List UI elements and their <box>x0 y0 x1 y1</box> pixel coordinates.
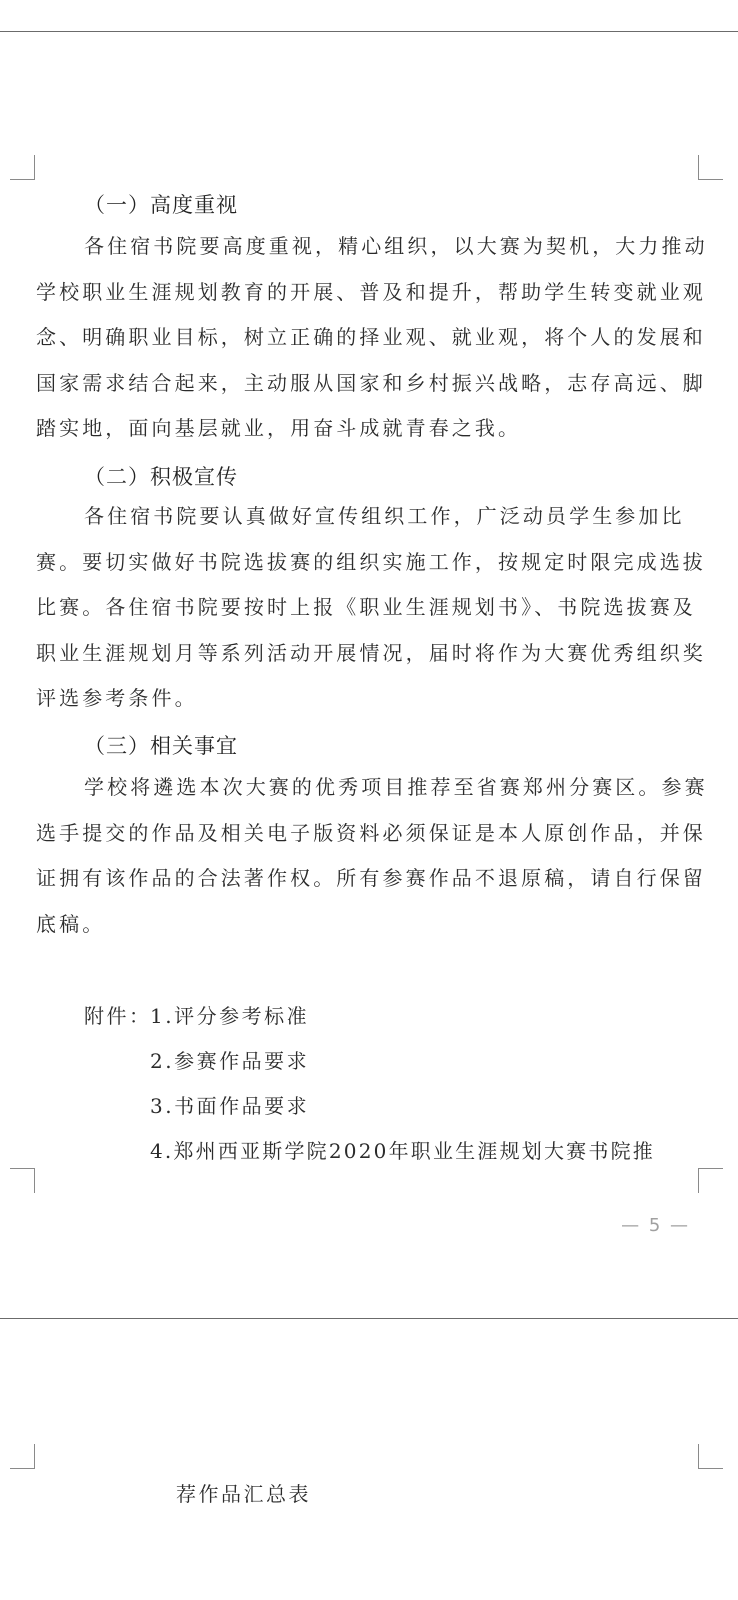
crop-mark-top-right <box>698 155 723 180</box>
section-2-heading: （二）积极宣传 <box>84 465 238 489</box>
page-top-rule <box>0 31 738 32</box>
section-2-paragraph: 各住宿书院要认真做好宣传组织工作，广泛动员学生参加比赛。要切实做好书院选拔赛的组织实施工作，按规定时限完成选拔比赛。各住宿书院要按时上报《职业生涯规划书》、书院选拔赛及职业生涯规划月等系列活动开展情况，届时将作为大赛优秀组织奖评选参考条件。 <box>36 504 706 710</box>
attachments-label: 附件： <box>84 1004 152 1028</box>
page-separator-rule <box>0 1318 738 1319</box>
crop-mark-next-page-top-left <box>10 1444 35 1469</box>
section-1-paragraph: 各住宿书院要高度重视，精心组织，以大赛为契机，大力推动学校职业生涯规划教育的开展、普及和提升，帮助学生转变就业观念、明确职业目标，树立正确的择业观、就业观，将个人的发展和国家需求结合起来，主动服从国家和乡村振兴战略，志存高远、脚踏实地，面向基层就业，用奋斗成就青春之我。 <box>36 234 708 440</box>
section-3-heading: （三）相关事宜 <box>84 734 238 758</box>
crop-mark-next-page-top-right <box>698 1444 723 1469</box>
attachment-item-2: 2.参赛作品要求 <box>150 1049 310 1073</box>
section-1-heading: （一）高度重视 <box>84 193 238 217</box>
attachment-item-4-continuation: 荐作品汇总表 <box>176 1482 311 1506</box>
section-3-paragraph: 学校将遴选本次大赛的优秀项目推荐至省赛郑州分赛区。参赛选手提交的作品及相关电子版资料必须保证是本人原创作品，并保证拥有该作品的合法著作权。所有参赛作品不退原稿，请自行保留底稿。 <box>36 775 708 936</box>
attachment-item-4: 4.郑州西亚斯学院2020年职业生涯规划大赛书院推 <box>150 1139 655 1163</box>
crop-mark-top-left <box>10 155 35 180</box>
crop-mark-bottom-left <box>10 1168 35 1193</box>
attachment-item-1: 1.评分参考标准 <box>150 1004 310 1028</box>
page-number: — 5 — <box>621 1215 690 1236</box>
crop-mark-bottom-right <box>698 1168 723 1193</box>
attachment-item-3: 3.书面作品要求 <box>150 1094 310 1118</box>
